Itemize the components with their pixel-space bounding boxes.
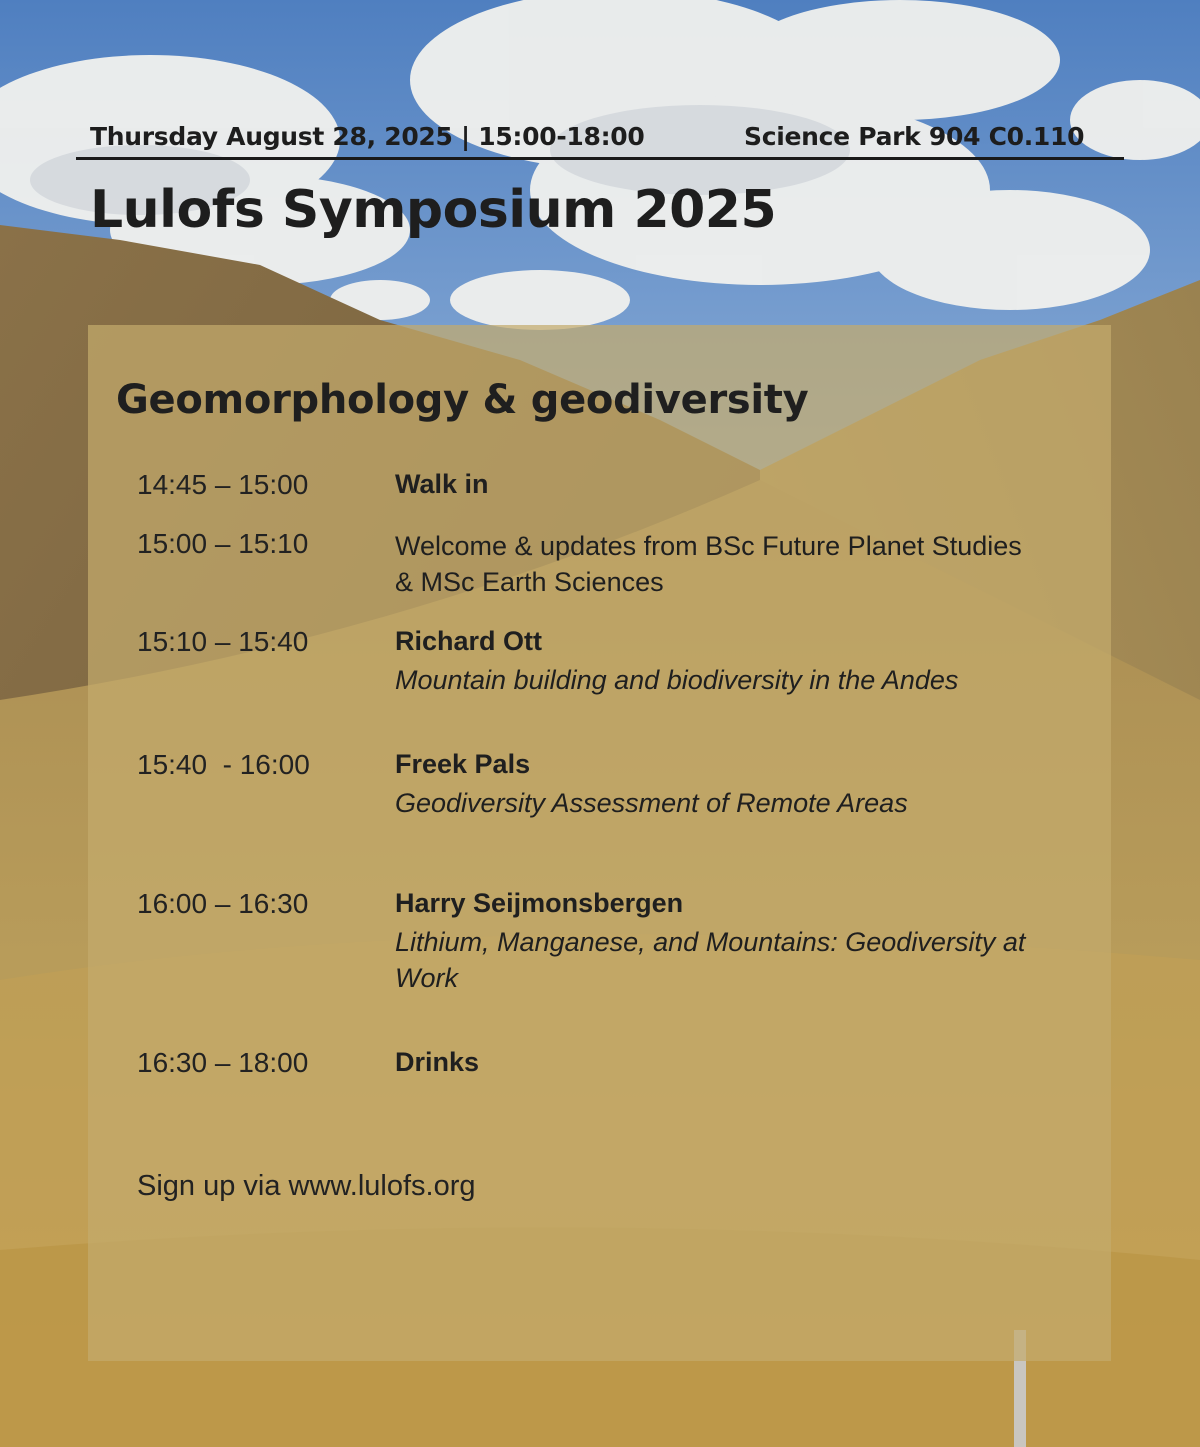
slot-time: 16:00 – 16:30 bbox=[137, 888, 309, 919]
slot-description: Welcome & updates from BSc Future Planet Studies & MSc Earth Sciences bbox=[395, 531, 1022, 597]
slot-talk-title: Mountain building and biodiversity in the Andes bbox=[395, 665, 959, 695]
event-meta-row bbox=[90, 122, 1090, 158]
slot-speaker: Drinks bbox=[395, 1047, 480, 1077]
event-title: Lulofs Symposium 2025 bbox=[90, 180, 777, 240]
programme-heading: Geomorphology & geodiversity bbox=[116, 377, 809, 423]
slot-time: 15:00 – 15:10 bbox=[137, 528, 309, 559]
slot-speaker: Walk in bbox=[395, 469, 489, 499]
programme-panel bbox=[88, 325, 1111, 1361]
slot-time: 14:45 – 15:00 bbox=[137, 469, 309, 500]
slot-speaker: Richard Ott bbox=[395, 626, 543, 656]
signup-link-text[interactable]: Sign up via www.lulofs.org bbox=[137, 1170, 476, 1202]
slot-speaker: Freek Pals bbox=[395, 749, 531, 779]
slot-talk-title: Lithium, Manganese, and Mountains: Geodiversity at Work bbox=[395, 927, 1026, 993]
slot-time: 15:10 – 15:40 bbox=[137, 626, 309, 657]
slot-talk-title: Geodiversity Assessment of Remote Areas bbox=[395, 788, 908, 818]
event-venue: Science Park 904 C0.110 bbox=[744, 122, 1085, 151]
slot-time: 15:40 - 16:00 bbox=[137, 749, 310, 780]
event-date-time: Thursday August 28, 2025 | 15:00-18:00 bbox=[90, 122, 645, 151]
slot-speaker: Harry Seijmonsbergen bbox=[395, 888, 684, 918]
header-divider bbox=[76, 157, 1124, 160]
slot-time: 16:30 – 18:00 bbox=[137, 1047, 309, 1078]
